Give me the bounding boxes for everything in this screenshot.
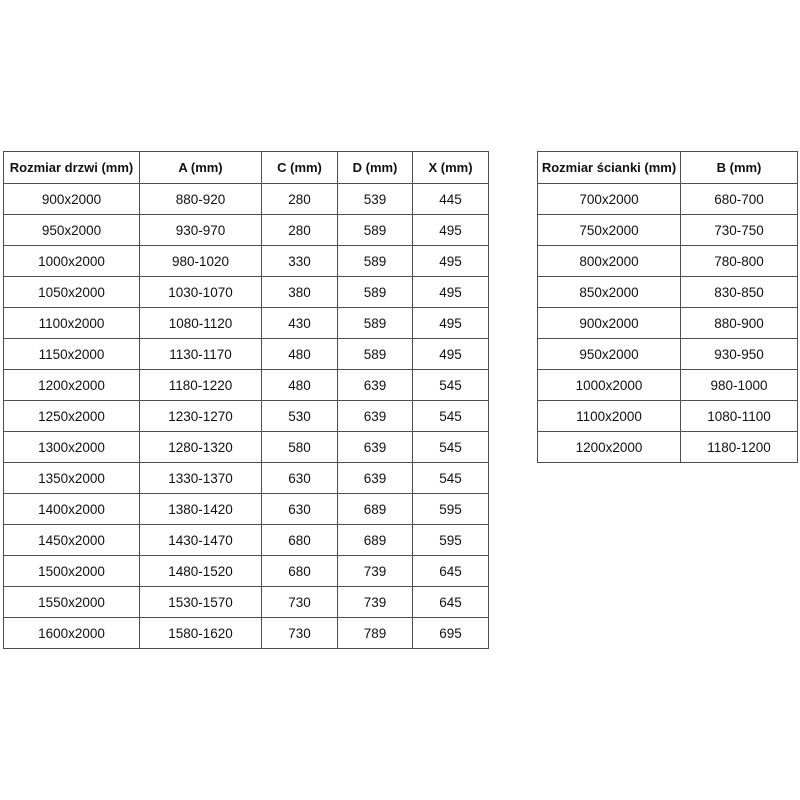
table-row <box>4 401 489 432</box>
table-cell: 589 <box>338 339 413 370</box>
table-row <box>538 432 798 463</box>
table-cell: 1080-1100 <box>681 401 798 432</box>
table-cell: 495 <box>413 339 489 370</box>
table-cell: 739 <box>338 556 413 587</box>
column-header: X (mm) <box>413 152 489 184</box>
table-cell: 980-1020 <box>140 246 262 277</box>
table-cell: 630 <box>262 494 338 525</box>
table-cell: 689 <box>338 525 413 556</box>
table-row <box>4 432 489 463</box>
table-cell: 1150x2000 <box>4 339 140 370</box>
table-row <box>4 618 489 649</box>
table-cell: 589 <box>338 215 413 246</box>
table-cell: 280 <box>262 184 338 215</box>
table-cell: 545 <box>413 463 489 494</box>
table-cell: 545 <box>413 432 489 463</box>
table-cell: 589 <box>338 277 413 308</box>
column-header: D (mm) <box>338 152 413 184</box>
table-cell: 639 <box>338 401 413 432</box>
table-row <box>538 401 798 432</box>
table-cell: 639 <box>338 370 413 401</box>
door-size-table <box>3 151 489 649</box>
table-cell: 930-950 <box>681 339 798 370</box>
table-row <box>4 339 489 370</box>
table-cell: 495 <box>413 246 489 277</box>
table-cell: 630 <box>262 463 338 494</box>
table-cell: 695 <box>413 618 489 649</box>
table-cell: 1100x2000 <box>538 401 681 432</box>
table-cell: 950x2000 <box>538 339 681 370</box>
table-cell: 980-1000 <box>681 370 798 401</box>
table-row <box>4 525 489 556</box>
table-cell: 1500x2000 <box>4 556 140 587</box>
table-cell: 530 <box>262 401 338 432</box>
table-cell: 830-850 <box>681 277 798 308</box>
table-row <box>538 370 798 401</box>
table-row <box>538 215 798 246</box>
table-cell: 1100x2000 <box>4 308 140 339</box>
table-cell: 1080-1120 <box>140 308 262 339</box>
table-cell: 480 <box>262 339 338 370</box>
table-cell: 730-750 <box>681 215 798 246</box>
table-row <box>4 587 489 618</box>
table-cell: 850x2000 <box>538 277 681 308</box>
table-cell: 280 <box>262 215 338 246</box>
table-cell: 1350x2000 <box>4 463 140 494</box>
table-cell: 639 <box>338 463 413 494</box>
table-cell: 595 <box>413 494 489 525</box>
table-cell: 580 <box>262 432 338 463</box>
table-cell: 545 <box>413 370 489 401</box>
table-cell: 1450x2000 <box>4 525 140 556</box>
column-header: A (mm) <box>140 152 262 184</box>
table-cell: 380 <box>262 277 338 308</box>
table-row <box>4 215 489 246</box>
table-cell: 1380-1420 <box>140 494 262 525</box>
table-row <box>538 184 798 215</box>
table-cell: 1000x2000 <box>538 370 681 401</box>
table-row <box>4 556 489 587</box>
table-cell: 1230-1270 <box>140 401 262 432</box>
table-cell: 950x2000 <box>4 215 140 246</box>
table-cell: 1180-1220 <box>140 370 262 401</box>
table-cell: 539 <box>338 184 413 215</box>
table-cell: 689 <box>338 494 413 525</box>
column-header: Rozmiar ścianki (mm) <box>538 152 681 184</box>
table-cell: 880-920 <box>140 184 262 215</box>
table-row <box>4 246 489 277</box>
table-cell: 900x2000 <box>538 308 681 339</box>
table-cell: 1000x2000 <box>4 246 140 277</box>
door-table-header-row <box>4 152 489 184</box>
table-cell: 780-800 <box>681 246 798 277</box>
table-cell: 1400x2000 <box>4 494 140 525</box>
table-cell: 1300x2000 <box>4 432 140 463</box>
table-cell: 495 <box>413 215 489 246</box>
wall-size-table <box>537 151 798 463</box>
table-cell: 1530-1570 <box>140 587 262 618</box>
column-header: Rozmiar drzwi (mm) <box>4 152 140 184</box>
table-cell: 645 <box>413 587 489 618</box>
table-cell: 330 <box>262 246 338 277</box>
table-cell: 1180-1200 <box>681 432 798 463</box>
table-cell: 589 <box>338 246 413 277</box>
table-cell: 1050x2000 <box>4 277 140 308</box>
table-cell: 880-900 <box>681 308 798 339</box>
table-cell: 730 <box>262 618 338 649</box>
table-cell: 595 <box>413 525 489 556</box>
table-cell: 930-970 <box>140 215 262 246</box>
table-cell: 1330-1370 <box>140 463 262 494</box>
table-row <box>4 494 489 525</box>
table-cell: 1200x2000 <box>4 370 140 401</box>
table-cell: 645 <box>413 556 489 587</box>
table-row <box>4 308 489 339</box>
table-row <box>538 308 798 339</box>
table-cell: 730 <box>262 587 338 618</box>
table-row <box>538 339 798 370</box>
table-cell: 800x2000 <box>538 246 681 277</box>
table-cell: 430 <box>262 308 338 339</box>
table-row <box>4 370 489 401</box>
table-cell: 1200x2000 <box>538 432 681 463</box>
table-cell: 900x2000 <box>4 184 140 215</box>
table-cell: 495 <box>413 277 489 308</box>
table-cell: 1430-1470 <box>140 525 262 556</box>
table-cell: 1550x2000 <box>4 587 140 618</box>
table-row <box>4 277 489 308</box>
table-cell: 545 <box>413 401 489 432</box>
table-cell: 680-700 <box>681 184 798 215</box>
table-cell: 639 <box>338 432 413 463</box>
table-row <box>538 277 798 308</box>
table-cell: 1250x2000 <box>4 401 140 432</box>
table-cell: 680 <box>262 556 338 587</box>
table-cell: 1600x2000 <box>4 618 140 649</box>
table-cell: 750x2000 <box>538 215 681 246</box>
table-row <box>538 246 798 277</box>
table-cell: 495 <box>413 308 489 339</box>
table-cell: 1280-1320 <box>140 432 262 463</box>
wall-table-header-row <box>538 152 798 184</box>
table-cell: 1580-1620 <box>140 618 262 649</box>
table-cell: 480 <box>262 370 338 401</box>
table-cell: 1480-1520 <box>140 556 262 587</box>
table-cell: 739 <box>338 587 413 618</box>
table-cell: 680 <box>262 525 338 556</box>
table-cell: 445 <box>413 184 489 215</box>
table-cell: 789 <box>338 618 413 649</box>
table-row <box>4 463 489 494</box>
column-header: C (mm) <box>262 152 338 184</box>
table-cell: 1130-1170 <box>140 339 262 370</box>
table-cell: 700x2000 <box>538 184 681 215</box>
table-cell: 589 <box>338 308 413 339</box>
column-header: B (mm) <box>681 152 798 184</box>
table-row <box>4 184 489 215</box>
table-cell: 1030-1070 <box>140 277 262 308</box>
